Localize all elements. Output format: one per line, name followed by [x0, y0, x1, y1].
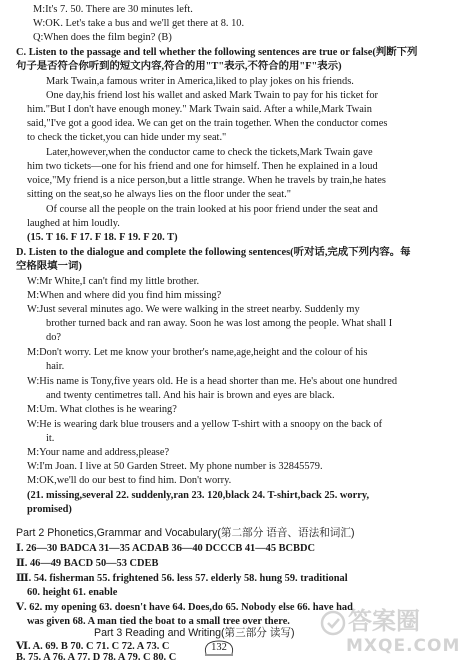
section-d-heading: D. Listen to the dialogue and complete the following sentences(听对话,完成下列内容。每	[16, 247, 411, 258]
dialogue-line: W:Mr White,I can't find my little brother.	[27, 276, 200, 287]
passage-line: Later,however,when the conductor came to check the tickets,Mark Twain gave	[46, 147, 373, 158]
part-2-title: Part 2 Phonetics,Grammar and Vocabulary(第二部分 语音、语法和词汇)	[16, 527, 355, 539]
dialogue-line: M:Don't worry. Let me know your brother's name,age,height and the colour of his	[27, 347, 368, 358]
passage-line: Of course all the people on the train looked at his poor friend under the seat and	[46, 204, 378, 215]
part-2-answers-i: Ⅰ. 26—30 BADCA 31—35 ACDAB 36—40 DCCCB 41—45 BCBDC	[16, 543, 315, 554]
dialogue-line: M:When and where did you find him missing?	[27, 290, 222, 301]
watermark-url: MXQE.COM	[346, 636, 460, 656]
passage-line: sitting on the seat,so he always lies on the floor under the seat."	[27, 189, 291, 200]
passage-line: Mark Twain,a famous writer in America,liked to play jokes on his friends.	[46, 76, 354, 87]
section-c-heading: C. Listen to the passage and tell whether the following sentences are true or false(判断下列	[16, 47, 418, 58]
watermark-text: 答案圈	[348, 607, 420, 635]
dialogue-line: W:His name is Tony,five years old. He is a head shorter than me. He's about one hundred	[27, 376, 398, 387]
passage-line: One day,his friend lost his wallet and asked Mark Twain to pay for his ticket for	[46, 90, 378, 101]
passage-line: laughed at him loudly.	[27, 218, 120, 229]
watermark	[320, 606, 460, 660]
dialogue-line: M:It's 7. 50. There are 30 minutes left.	[33, 4, 193, 15]
page-number-text: 132	[211, 642, 227, 653]
part-2-answers-iii-cont: 60. height 61. enable	[27, 587, 118, 598]
dialogue-line: brother turned back and ran away. Soon he was lost among the people. What shall I	[46, 318, 393, 329]
dialogue-line: Q:When does the film begin? (B)	[33, 32, 172, 43]
section-d-answers-cont: promised)	[27, 504, 72, 515]
dialogue-line: W:OK. Let's take a bus and we'll get there at 8. 10.	[33, 18, 245, 29]
part-2-answers-ii: Ⅱ. 46—49 BACD 50—53 CDEB	[16, 558, 159, 569]
section-c-heading-cont: 句子是否符合你听到的短文内容,符合的用"T"表示,不符合的用"F"表示)	[16, 61, 342, 72]
part-2-answers-v-cont: was given 68. A man tied the boat to a small tree over there.	[27, 616, 290, 627]
part-2-answers-iii: Ⅲ. 54. fisherman 55. frightened 56. less 57. elderly 58. hung 59. traditional	[16, 573, 348, 584]
page-number	[202, 638, 236, 658]
passage-line: voice,"My friend is a nice person,but a little strange. When he travels by train,he hates	[27, 175, 386, 186]
passage-line: him."But I don't have enough money." Mark Twain said. After a while,Mark Twain	[27, 104, 372, 115]
passage-line: said,"I've got a good idea. We can get on the train together. When the conductor comes	[27, 118, 388, 129]
dialogue-line: do?	[46, 332, 62, 343]
dialogue-line: M:OK,we'll do our best to find him. Don't worry.	[27, 475, 232, 486]
dialogue-line: it.	[46, 433, 55, 444]
part-3-title: Part 3 Reading and Writing(第三部分 读写)	[94, 627, 295, 639]
dialogue-line: and twenty centimetres tall. And his hair is brown and eyes are black.	[46, 390, 335, 401]
section-c-answers: (15. T 16. F 17. F 18. F 19. F 20. T)	[27, 232, 178, 243]
passage-line: to check the ticket,you can hide under my seat."	[27, 132, 227, 143]
dialogue-line: W:I'm Joan. I live at 50 Garden Street. My phone number is 32845579.	[27, 461, 323, 472]
dialogue-line: M:Um. What clothes is he wearing?	[27, 404, 177, 415]
section-d-answers: (21. missing,several 22. suddenly,ran 23. 120,black 24. T-shirt,back 25. worry,	[27, 490, 370, 501]
part-2-answers-v: Ⅴ. 62. my opening 63. doesn't have 64. Does,do 65. Nobody else 66. have had	[16, 602, 353, 613]
part-3-answers-vi-b: B. 75. A 76. A 77. D 78. A 79. C 80. C	[16, 652, 177, 663]
watermark-logo-icon	[320, 610, 346, 636]
section-d-heading-cont: 空格限填一词)	[16, 261, 82, 272]
part-3-answers-vi-a: Ⅵ. A. 69. B 70. C 71. C 72. A 73. C	[16, 641, 170, 652]
dialogue-line: M:Your name and address,please?	[27, 447, 170, 458]
dialogue-line: hair.	[46, 361, 65, 372]
dialogue-line: W:Just several minutes ago. We were walking in the street nearby. Suddenly my	[27, 304, 360, 315]
passage-line: him two tickets—one for his friend and one for himself. Then he explained in a loud	[27, 161, 378, 172]
dialogue-line: W:He is wearing dark blue trousers and a yellow T-shirt with a snoopy on the back of	[27, 419, 383, 430]
